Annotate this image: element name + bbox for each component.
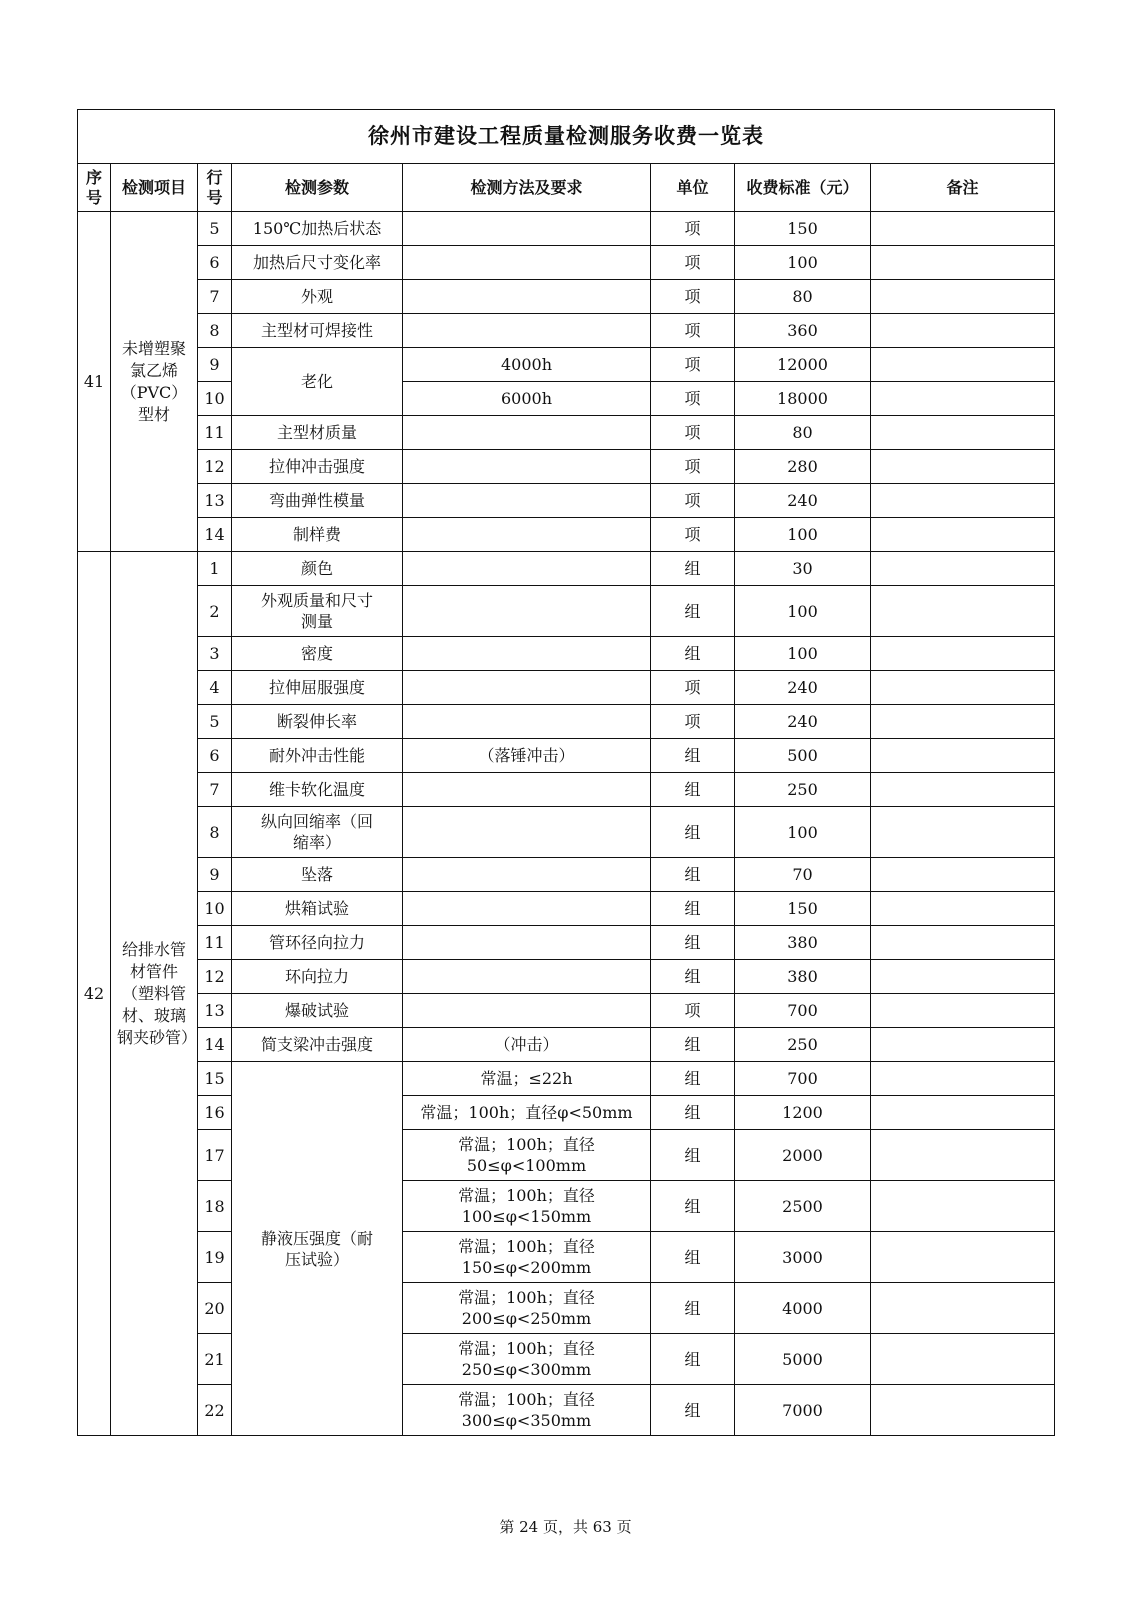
table-row	[78, 484, 1055, 518]
row-method	[403, 246, 651, 280]
row-param: 150℃加热后状态	[232, 212, 403, 246]
row-remark	[871, 212, 1055, 246]
row-remark	[871, 858, 1055, 892]
row-unit: 项	[651, 212, 735, 246]
table-row	[78, 892, 1055, 926]
group-item: 给排水管材管件（塑料管材、玻璃钢夹砂管）	[111, 552, 198, 1436]
row-remark	[871, 450, 1055, 484]
table-row	[78, 450, 1055, 484]
row-no: 5	[198, 705, 232, 739]
row-unit: 组	[651, 1096, 735, 1130]
row-param: 加热后尺寸变化率	[232, 246, 403, 280]
row-fee: 80	[735, 416, 871, 450]
row-method	[403, 518, 651, 552]
row-unit: 项	[651, 484, 735, 518]
row-unit: 组	[651, 1334, 735, 1385]
row-param: 老化	[232, 348, 403, 416]
row-unit: 组	[651, 739, 735, 773]
row-fee: 18000	[735, 382, 871, 416]
row-unit: 组	[651, 1385, 735, 1436]
row-no: 3	[198, 637, 232, 671]
row-no: 11	[198, 416, 232, 450]
row-method	[403, 773, 651, 807]
group-item: 未增塑聚氯乙烯（PVC）型材	[111, 212, 198, 552]
row-method	[403, 671, 651, 705]
header-fee: 收费标准（元）	[735, 164, 871, 212]
row-method	[403, 450, 651, 484]
table-row	[78, 348, 1055, 382]
row-method: 常温；≤22h	[403, 1062, 651, 1096]
page-footer: 第 24 页，共 63 页	[499, 1518, 632, 1536]
table-row	[78, 1181, 1055, 1232]
group-seq: 42	[78, 552, 111, 1436]
row-fee: 240	[735, 705, 871, 739]
table-row	[78, 1028, 1055, 1062]
row-fee: 700	[735, 994, 871, 1028]
row-remark	[871, 926, 1055, 960]
row-remark	[871, 1334, 1055, 1385]
row-no: 14	[198, 518, 232, 552]
row-unit: 组	[651, 552, 735, 586]
row-remark	[871, 484, 1055, 518]
table-row	[78, 246, 1055, 280]
row-fee: 380	[735, 960, 871, 994]
row-no: 9	[198, 348, 232, 382]
row-fee: 100	[735, 586, 871, 637]
row-fee: 2000	[735, 1130, 871, 1181]
row-fee: 12000	[735, 348, 871, 382]
row-remark	[871, 1130, 1055, 1181]
row-fee: 5000	[735, 1334, 871, 1385]
row-no: 2	[198, 586, 232, 637]
row-fee: 250	[735, 1028, 871, 1062]
row-fee: 1200	[735, 1096, 871, 1130]
row-no: 19	[198, 1232, 232, 1283]
table-row	[78, 807, 1055, 858]
row-fee: 80	[735, 280, 871, 314]
table-row	[78, 1232, 1055, 1283]
row-no: 1	[198, 552, 232, 586]
row-no: 12	[198, 450, 232, 484]
row-method	[403, 314, 651, 348]
row-no: 5	[198, 212, 232, 246]
row-no: 4	[198, 671, 232, 705]
row-unit: 项	[651, 994, 735, 1028]
row-method	[403, 212, 651, 246]
row-unit: 组	[651, 1028, 735, 1062]
row-remark	[871, 1232, 1055, 1283]
table-row	[78, 518, 1055, 552]
row-method: 常温；100h；直径250≤φ<300mm	[403, 1334, 651, 1385]
table-row	[78, 739, 1055, 773]
row-fee: 240	[735, 671, 871, 705]
row-method	[403, 552, 651, 586]
row-no: 18	[198, 1181, 232, 1232]
row-unit: 组	[651, 1283, 735, 1334]
row-unit: 组	[651, 1181, 735, 1232]
row-method	[403, 416, 651, 450]
header-unit: 单位	[651, 164, 735, 212]
row-remark	[871, 246, 1055, 280]
row-remark	[871, 416, 1055, 450]
row-fee: 3000	[735, 1232, 871, 1283]
row-remark	[871, 739, 1055, 773]
row-param: 制样费	[232, 518, 403, 552]
row-method: 常温；100h；直径100≤φ<150mm	[403, 1181, 651, 1232]
row-no: 7	[198, 280, 232, 314]
row-method	[403, 705, 651, 739]
table-row	[78, 1130, 1055, 1181]
row-no: 13	[198, 484, 232, 518]
header-remark: 备注	[871, 164, 1055, 212]
row-unit: 项	[651, 348, 735, 382]
row-no: 10	[198, 892, 232, 926]
table-row	[78, 994, 1055, 1028]
row-remark	[871, 892, 1055, 926]
row-method	[403, 994, 651, 1028]
row-unit: 项	[651, 280, 735, 314]
row-unit: 项	[651, 382, 735, 416]
table-row	[78, 773, 1055, 807]
row-fee: 150	[735, 892, 871, 926]
row-remark	[871, 280, 1055, 314]
row-unit: 项	[651, 416, 735, 450]
row-remark	[871, 1181, 1055, 1232]
row-param: 拉伸冲击强度	[232, 450, 403, 484]
row-fee: 100	[735, 807, 871, 858]
row-remark	[871, 1062, 1055, 1096]
row-unit: 项	[651, 450, 735, 484]
row-no: 6	[198, 739, 232, 773]
table-row	[78, 1096, 1055, 1130]
row-unit: 组	[651, 892, 735, 926]
row-unit: 项	[651, 246, 735, 280]
row-method	[403, 892, 651, 926]
row-method: 常温；100h；直径200≤φ<250mm	[403, 1283, 651, 1334]
row-param: 简支梁冲击强度	[232, 1028, 403, 1062]
row-fee: 70	[735, 858, 871, 892]
table-row	[78, 1062, 1055, 1096]
row-unit: 项	[651, 671, 735, 705]
row-param: 拉伸屈服强度	[232, 671, 403, 705]
row-remark	[871, 994, 1055, 1028]
row-no: 6	[198, 246, 232, 280]
header-method: 检测方法及要求	[403, 164, 651, 212]
row-method	[403, 960, 651, 994]
row-method	[403, 484, 651, 518]
row-remark	[871, 348, 1055, 382]
row-no: 17	[198, 1130, 232, 1181]
row-method: 4000h	[403, 348, 651, 382]
row-fee: 2500	[735, 1181, 871, 1232]
row-param: 耐外冲击性能	[232, 739, 403, 773]
row-unit: 组	[651, 858, 735, 892]
row-remark	[871, 314, 1055, 348]
row-param: 坠落	[232, 858, 403, 892]
row-no: 13	[198, 994, 232, 1028]
table-row	[78, 1385, 1055, 1436]
row-no: 12	[198, 960, 232, 994]
table-row	[78, 586, 1055, 637]
row-method	[403, 586, 651, 637]
row-no: 22	[198, 1385, 232, 1436]
row-remark	[871, 1385, 1055, 1436]
row-unit: 项	[651, 705, 735, 739]
row-param: 外观	[232, 280, 403, 314]
table-row	[78, 960, 1055, 994]
row-param: 密度	[232, 637, 403, 671]
table-row	[78, 314, 1055, 348]
row-method: 常温；100h；直径50≤φ<100mm	[403, 1130, 651, 1181]
table-row	[78, 1283, 1055, 1334]
header-item: 检测项目	[111, 164, 198, 212]
row-fee: 240	[735, 484, 871, 518]
table-row	[78, 552, 1055, 586]
row-fee: 7000	[735, 1385, 871, 1436]
row-fee: 500	[735, 739, 871, 773]
row-remark	[871, 552, 1055, 586]
row-fee: 30	[735, 552, 871, 586]
row-method: 常温；100h；直径150≤φ<200mm	[403, 1232, 651, 1283]
row-unit: 组	[651, 807, 735, 858]
row-param: 主型材可焊接性	[232, 314, 403, 348]
row-param: 爆破试验	[232, 994, 403, 1028]
row-fee: 4000	[735, 1283, 871, 1334]
row-fee: 700	[735, 1062, 871, 1096]
row-unit: 组	[651, 586, 735, 637]
table-row	[78, 416, 1055, 450]
table-row	[78, 212, 1055, 246]
row-method: 常温；100h；直径φ<50mm	[403, 1096, 651, 1130]
row-param: 弯曲弹性模量	[232, 484, 403, 518]
table-row	[78, 926, 1055, 960]
table-row	[78, 637, 1055, 671]
header-seq: 序号	[78, 164, 111, 212]
fee-table	[77, 109, 1055, 1436]
row-fee: 100	[735, 637, 871, 671]
row-param: 管环径向拉力	[232, 926, 403, 960]
row-param: 维卡软化温度	[232, 773, 403, 807]
group-seq: 41	[78, 212, 111, 552]
row-method: （落锤冲击）	[403, 739, 651, 773]
row-no: 15	[198, 1062, 232, 1096]
row-remark	[871, 586, 1055, 637]
row-no: 9	[198, 858, 232, 892]
row-no: 10	[198, 382, 232, 416]
table-row	[78, 858, 1055, 892]
row-unit: 组	[651, 1062, 735, 1096]
row-unit: 组	[651, 926, 735, 960]
row-method: 常温；100h；直径300≤φ<350mm	[403, 1385, 651, 1436]
row-fee: 100	[735, 246, 871, 280]
table-row	[78, 280, 1055, 314]
header-param: 检测参数	[232, 164, 403, 212]
row-fee: 280	[735, 450, 871, 484]
row-method	[403, 280, 651, 314]
table-row	[78, 1334, 1055, 1385]
row-param: 烘箱试验	[232, 892, 403, 926]
row-no: 7	[198, 773, 232, 807]
row-unit: 项	[651, 518, 735, 552]
table-row	[78, 671, 1055, 705]
row-method	[403, 858, 651, 892]
row-no: 16	[198, 1096, 232, 1130]
row-param: 颜色	[232, 552, 403, 586]
table-title: 徐州市建设工程质量检测服务收费一览表	[78, 110, 1055, 164]
row-unit: 组	[651, 1130, 735, 1181]
row-remark	[871, 671, 1055, 705]
row-fee: 150	[735, 212, 871, 246]
row-param: 静液压强度（耐压试验）	[232, 1062, 403, 1436]
row-method	[403, 807, 651, 858]
row-method	[403, 637, 651, 671]
row-param: 外观质量和尺寸测量	[232, 586, 403, 637]
row-unit: 组	[651, 773, 735, 807]
row-param: 断裂伸长率	[232, 705, 403, 739]
row-remark	[871, 960, 1055, 994]
row-remark	[871, 382, 1055, 416]
row-remark	[871, 518, 1055, 552]
header-row: 行号	[198, 164, 232, 212]
row-no: 8	[198, 314, 232, 348]
row-remark	[871, 1096, 1055, 1130]
row-param: 纵向回缩率（回缩率）	[232, 807, 403, 858]
row-no: 21	[198, 1334, 232, 1385]
table-row	[78, 382, 1055, 416]
row-method: （冲击）	[403, 1028, 651, 1062]
row-method	[403, 926, 651, 960]
row-fee: 360	[735, 314, 871, 348]
row-method: 6000h	[403, 382, 651, 416]
row-param: 环向拉力	[232, 960, 403, 994]
row-remark	[871, 1028, 1055, 1062]
row-fee: 100	[735, 518, 871, 552]
row-remark	[871, 637, 1055, 671]
row-remark	[871, 1283, 1055, 1334]
row-unit: 组	[651, 637, 735, 671]
row-no: 20	[198, 1283, 232, 1334]
row-remark	[871, 807, 1055, 858]
row-param: 主型材质量	[232, 416, 403, 450]
row-remark	[871, 705, 1055, 739]
row-unit: 组	[651, 960, 735, 994]
table-row	[78, 705, 1055, 739]
row-no: 14	[198, 1028, 232, 1062]
row-unit: 项	[651, 314, 735, 348]
row-fee: 380	[735, 926, 871, 960]
row-fee: 250	[735, 773, 871, 807]
row-no: 8	[198, 807, 232, 858]
row-no: 11	[198, 926, 232, 960]
row-unit: 组	[651, 1232, 735, 1283]
row-remark	[871, 773, 1055, 807]
